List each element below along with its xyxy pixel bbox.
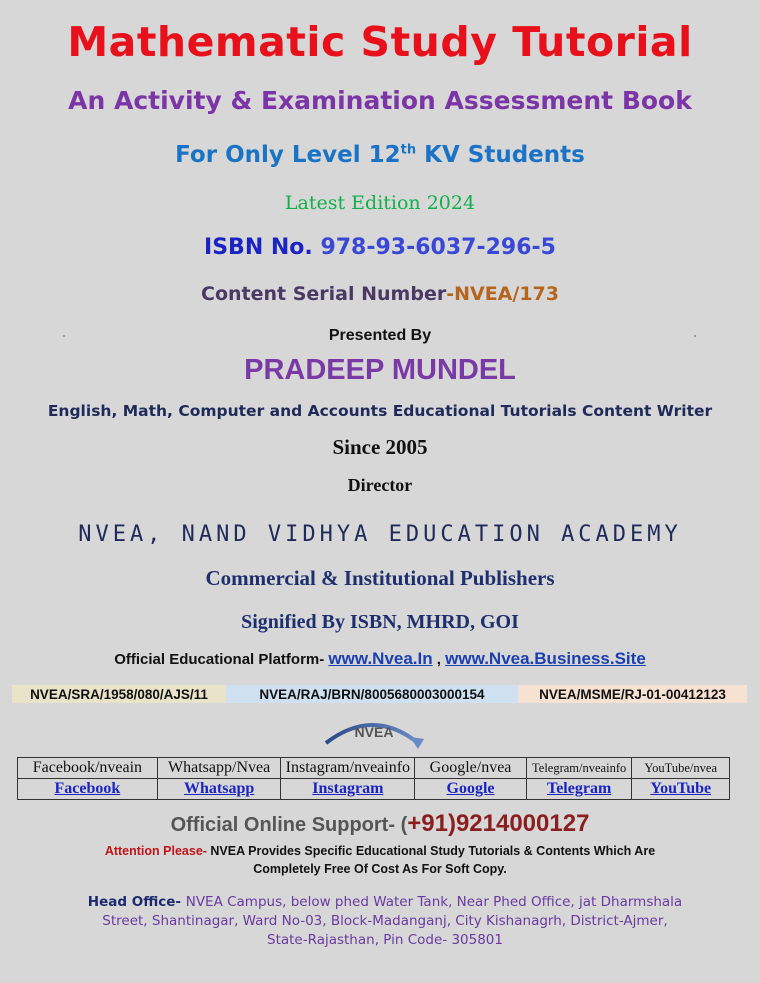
cell-instagram [281,779,415,800]
level-line [0,142,760,168]
attention-label: Attention Please- [104,844,211,858]
book-subtitle: An Activity & Examination Assessment Book [68,86,692,115]
presented-by: Presented By [328,327,432,344]
attention-note [90,842,670,878]
nvea-arch-logo [318,713,428,753]
handle-whatsapp: Whatsapp/Nvea [157,758,281,779]
level-prefix: For Only Level 12 [175,142,401,168]
platform-sep: , [432,651,446,668]
office-address: NVEA Campus, below phed Water Tank, Near Phed Office, jat Dharmshala Street, Shantinagar, Ward No-03, Block-Madanganj, City Kishanagrh, District-Ajmer, State-Rajasthan, Pin Code- 305801 [102,894,683,948]
platform-label: Official Educational Platform- [114,651,329,668]
handle-facebook: Facebook/nveain [18,758,158,779]
platform-link-nvea-in[interactable]: www.Nvea.In [328,649,433,668]
social-links-row [18,779,730,800]
support-label: Official Online Support- ( [170,814,408,836]
cell-whatsapp [157,779,281,800]
handle-youtube: YouTube/nvea [632,758,730,779]
cell-facebook [18,779,158,800]
isbn-number: 978-93-6037-296-5 [320,235,556,260]
google-link[interactable]: Google [446,780,495,797]
instagram-link[interactable]: Instagram [312,780,384,797]
attention-text: NVEA Provides Specific Educational Study Tutorials & Contents Which Are Completely Free Of Cost As For Soft Copy. [210,844,656,876]
since-year: Since 2005 [332,435,428,459]
book-title: Mathematic Study Tutorial [67,18,693,66]
serial-label: Content Serial Number [201,283,447,305]
registration-1: NVEA/SRA/1958/080/AJS/11 [12,685,226,703]
academy-name: NVEA, NAND VIDHYA EDUCATION ACADEMY [78,522,682,547]
signified-label: Signified By ISBN, MHRD, GOI [241,611,519,633]
cell-youtube [632,779,730,800]
support-phone: +91)9214000127 [407,810,590,837]
serial-code: -NVEA/173 [446,283,559,305]
level-sup: th [400,142,417,158]
office-label: Head Office- [87,894,186,910]
support-line [0,810,760,838]
director-label: Director [347,475,413,495]
social-handles-row [18,758,730,779]
platform-line [0,649,760,669]
serial-line [0,283,760,305]
edition-label: Latest Edition 2024 [284,192,476,214]
telegram-link[interactable]: Telegram [546,780,612,797]
cell-telegram [526,779,632,800]
isbn-label: ISBN No. [204,235,321,260]
handle-google: Google/nvea [415,758,527,779]
social-table [17,757,730,800]
cell-google [415,779,527,800]
head-office [85,893,685,950]
arrow-head-icon [410,737,424,749]
registration-3: NVEA/MSME/RJ-01-00412123 [518,685,747,703]
publishers-label: Commercial & Institutional Publishers [205,566,555,590]
platform-link-business-site[interactable]: www.Nvea.Business.Site [445,649,646,668]
logo-text: NVEA [354,724,394,740]
registration-2: NVEA/RAJ/BRN/8005680003000154 [226,685,518,703]
handle-telegram: Telegram/nveainfo [526,758,632,779]
handle-instagram: Instagram/nveainfo [281,758,415,779]
registration-bar [12,685,747,703]
author-role: English, Math, Computer and Accounts Educational Tutorials Content Writer [47,402,713,420]
isbn-line [0,235,760,260]
facebook-link[interactable]: Facebook [54,780,121,797]
level-suffix: KV Students [416,142,585,168]
youtube-link[interactable]: YouTube [650,780,712,797]
whatsapp-link[interactable]: Whatsapp [184,780,255,797]
author-name: PRADEEP MUNDEL [244,354,516,386]
